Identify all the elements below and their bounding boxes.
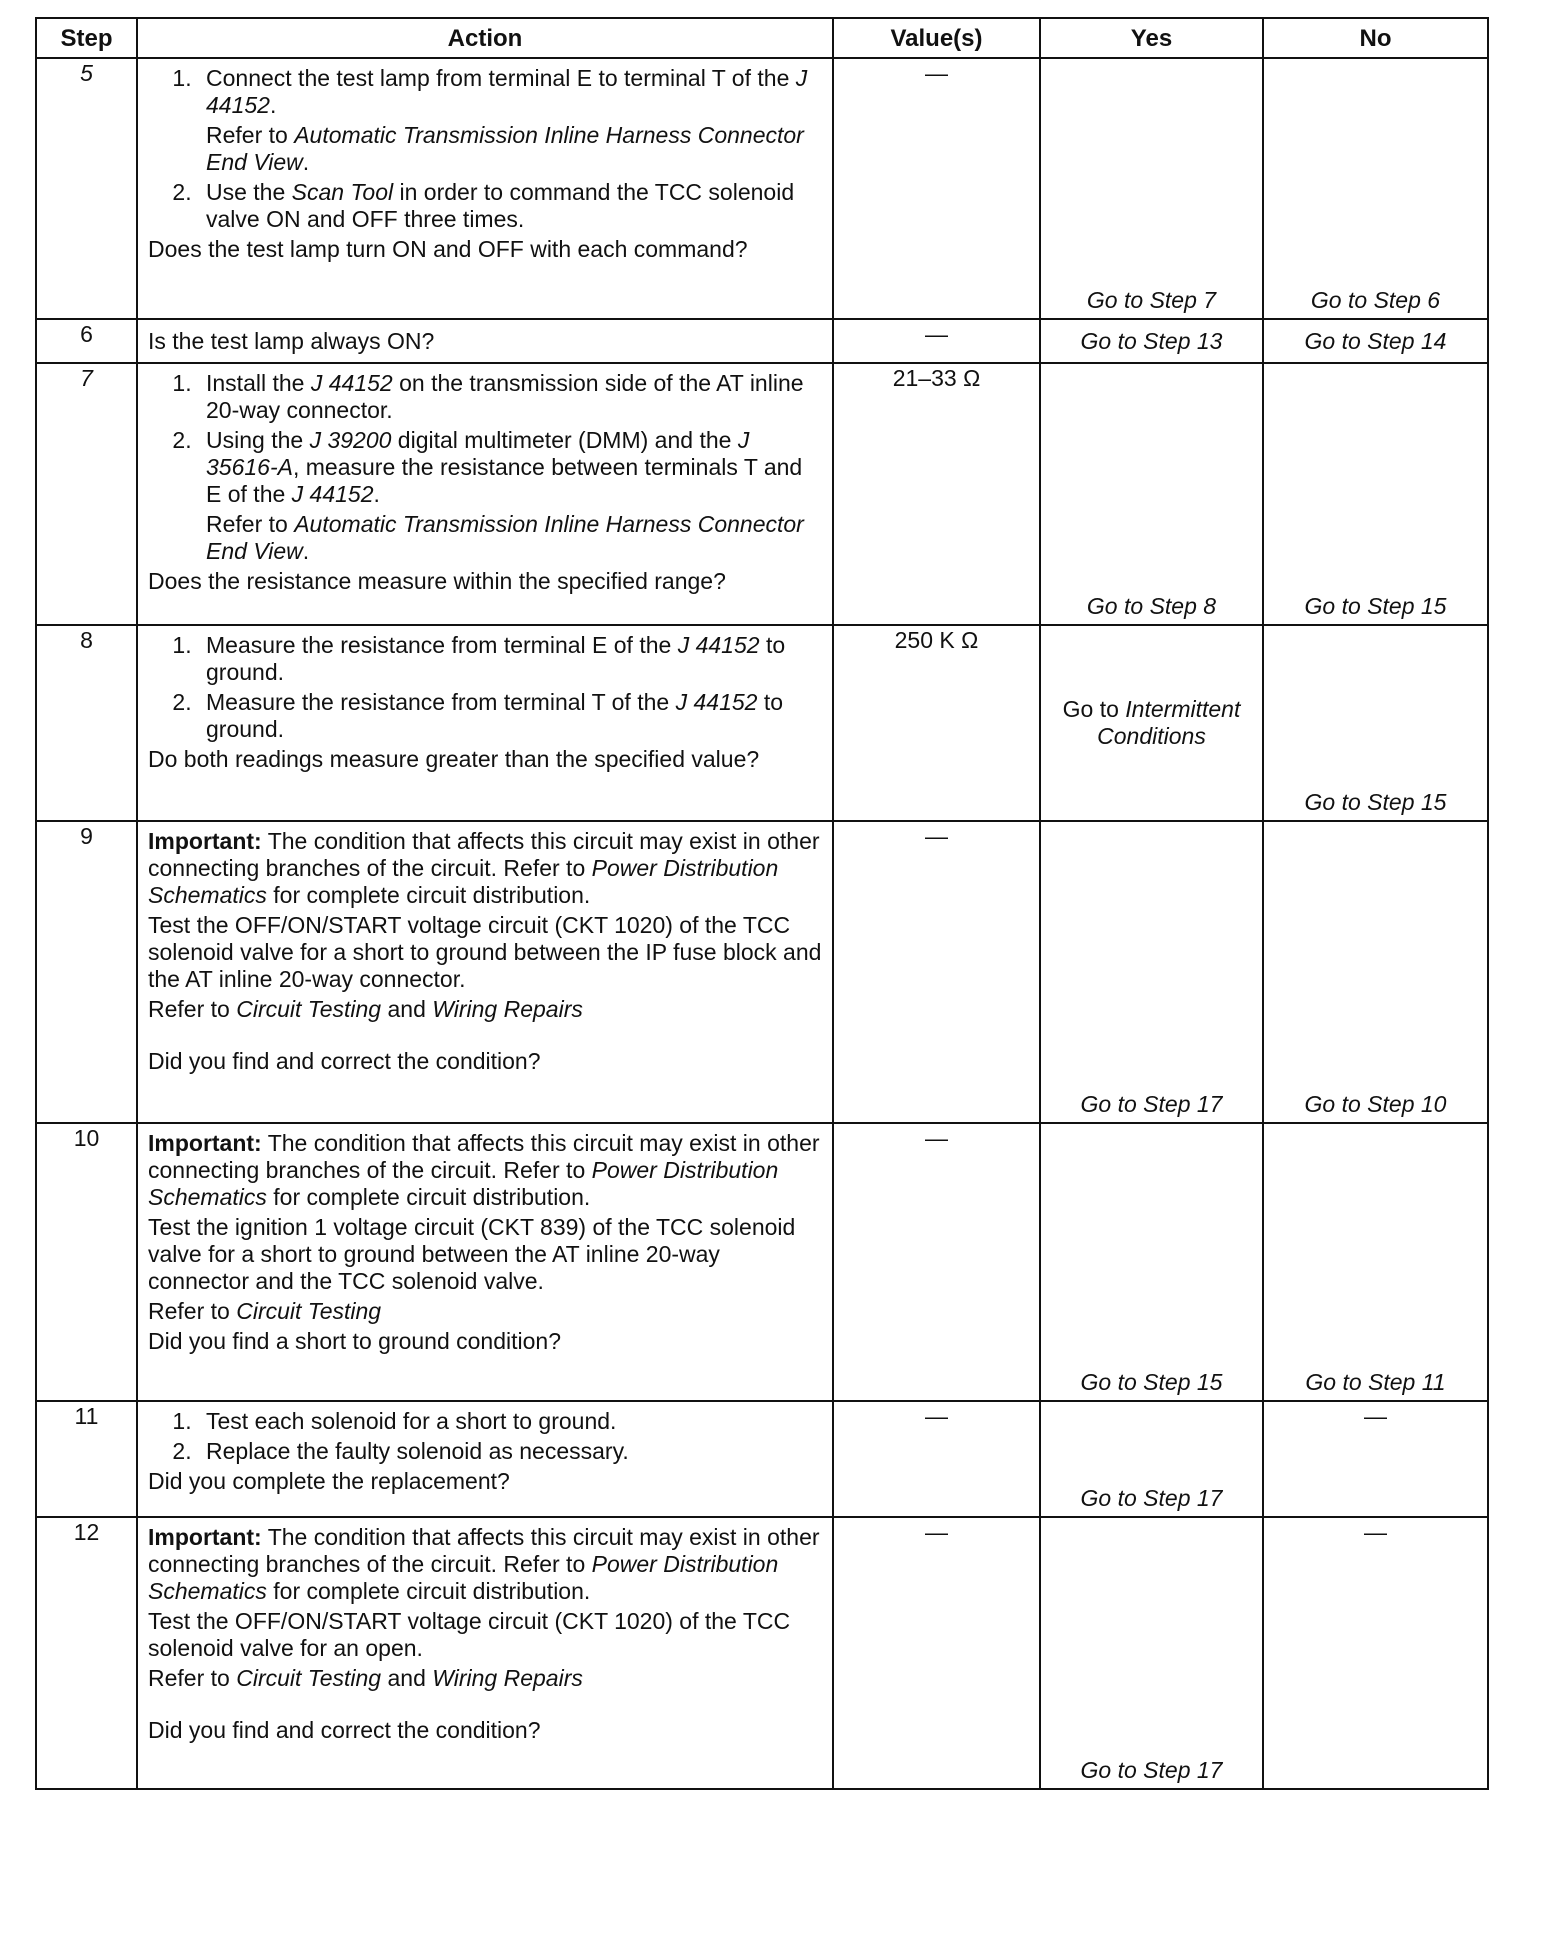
table-row-step-6	[36, 319, 1488, 363]
header-yes: Yes	[1040, 18, 1263, 58]
yes-cell: Go to Intermittent Conditions	[1040, 625, 1263, 821]
list-item: 1. Measure the resistance from terminal E of the J 44152 to ground.	[198, 632, 822, 686]
list-item: 1. Connect the test lamp from terminal E to terminal T of the J 44152. Refer to Automatic Transmission Inline Harness Connector End View.	[198, 65, 822, 176]
question: Did you find a short to ground condition?	[148, 1328, 561, 1354]
no-cell: Go to Step 10	[1263, 821, 1488, 1123]
header-row	[36, 18, 1488, 58]
important-note: Important: The condition that affects this circuit may exist in other connecting branches of the circuit. Refer to Power Distribution Schematics for complete circuit distribution.	[148, 828, 820, 908]
value-cell: —	[833, 821, 1040, 1123]
instruction-list	[148, 632, 822, 743]
important-note: Important: The condition that affects this circuit may exist in other connecting branches of the circuit. Refer to Power Distribution Schematics for complete circuit distribution.	[148, 1524, 820, 1604]
table-row-step-8	[36, 625, 1488, 821]
reference-note: Refer to Circuit Testing	[148, 1298, 382, 1324]
action-cell	[137, 625, 833, 821]
question: Did you complete the replacement?	[148, 1468, 510, 1494]
instruction-list	[148, 370, 822, 565]
test-instruction: Test the OFF/ON/START voltage circuit (CKT 1020) of the TCC solenoid valve for a short to ground between the IP fuse block and the AT inline 20-way connector.	[148, 912, 822, 992]
action-cell	[137, 1123, 833, 1401]
no-cell: Go to Step 14	[1263, 319, 1488, 363]
value-cell: —	[833, 1517, 1040, 1789]
no-cell: Go to Step 15	[1263, 363, 1488, 625]
action-cell	[137, 363, 833, 625]
table-row-step-5	[36, 58, 1488, 319]
value-cell: 250 K Ω	[833, 625, 1040, 821]
list-item: 2. Measure the resistance from terminal T of the J 44152 to ground.	[198, 689, 822, 743]
value-cell: —	[833, 1401, 1040, 1517]
value-cell: 21–33 Ω	[833, 363, 1040, 625]
step-number: 8	[36, 625, 137, 821]
question: Does the resistance measure within the specified range?	[148, 568, 726, 594]
test-instruction: Test the ignition 1 voltage circuit (CKT 839) of the TCC solenoid valve for a short to ground between the AT inline 20-way connector and the TCC solenoid valve.	[148, 1214, 796, 1294]
header-values: Value(s)	[833, 18, 1040, 58]
question: Did you find and correct the condition?	[148, 1048, 541, 1074]
action-cell	[137, 58, 833, 319]
question: Do both readings measure greater than the specified value?	[148, 746, 760, 772]
list-item: 2. Use the Scan Tool in order to command the TCC solenoid valve ON and OFF three times.	[198, 179, 822, 233]
step-number: 11	[36, 1401, 137, 1517]
value-cell: —	[833, 1123, 1040, 1401]
list-item: 2. Using the J 39200 digital multimeter (DMM) and the J 35616-A, measure the resistance between terminals T and E of the J 44152. Refer to Automatic Transmission Inline Harness Connector End View.	[198, 427, 822, 565]
step-number: 9	[36, 821, 137, 1123]
diagnostic-table	[35, 17, 1489, 1790]
action-cell	[137, 1517, 833, 1789]
header-no: No	[1263, 18, 1488, 58]
instruction-list	[148, 1408, 822, 1465]
no-cell: —	[1263, 1401, 1488, 1517]
yes-cell: Go to Step 17	[1040, 821, 1263, 1123]
list-item: 2. Replace the faulty solenoid as necessary.	[198, 1438, 822, 1465]
step-number: 7	[36, 363, 137, 625]
table-row-step-7	[36, 363, 1488, 625]
yes-cell: Go to Step 15	[1040, 1123, 1263, 1401]
instruction-list	[148, 65, 822, 233]
step-number: 10	[36, 1123, 137, 1401]
yes-cell: Go to Step 7	[1040, 58, 1263, 319]
header-action: Action	[137, 18, 833, 58]
step-number: 12	[36, 1517, 137, 1789]
reference-note: Refer to Circuit Testing and Wiring Repairs	[148, 1665, 583, 1691]
yes-cell: Go to Step 13	[1040, 319, 1263, 363]
question: Did you find and correct the condition?	[148, 1717, 541, 1743]
header-step: Step	[36, 18, 137, 58]
no-cell: Go to Step 11	[1263, 1123, 1488, 1401]
table-row-step-9	[36, 821, 1488, 1123]
yes-cell: Go to Step 17	[1040, 1401, 1263, 1517]
important-note: Important: The condition that affects this circuit may exist in other connecting branches of the circuit. Refer to Power Distribution Schematics for complete circuit distribution.	[148, 1130, 820, 1210]
step-number: 5	[36, 58, 137, 319]
action-cell: Is the test lamp always ON?	[137, 319, 833, 363]
yes-cell: Go to Step 8	[1040, 363, 1263, 625]
table-row-step-12	[36, 1517, 1488, 1789]
value-cell: —	[833, 319, 1040, 363]
yes-cell: Go to Step 17	[1040, 1517, 1263, 1789]
table-row-step-10	[36, 1123, 1488, 1401]
test-instruction: Test the OFF/ON/START voltage circuit (CKT 1020) of the TCC solenoid valve for an open.	[148, 1608, 791, 1661]
action-cell	[137, 821, 833, 1123]
no-cell: —	[1263, 1517, 1488, 1789]
reference-note: Refer to Circuit Testing and Wiring Repairs	[148, 996, 583, 1022]
value-cell: —	[833, 58, 1040, 319]
table-row-step-11	[36, 1401, 1488, 1517]
action-cell	[137, 1401, 833, 1517]
reference-note: Refer to Automatic Transmission Inline Harness Connector End View.	[206, 511, 804, 564]
step-number: 6	[36, 319, 137, 363]
no-cell: Go to Step 15	[1263, 625, 1488, 821]
no-cell: Go to Step 6	[1263, 58, 1488, 319]
reference-note: Refer to Automatic Transmission Inline Harness Connector End View.	[206, 122, 804, 175]
question: Does the test lamp turn ON and OFF with each command?	[148, 236, 748, 262]
list-item: 1. Test each solenoid for a short to ground.	[198, 1408, 822, 1435]
list-item: 1. Install the J 44152 on the transmission side of the AT inline 20-way connector.	[198, 370, 822, 424]
